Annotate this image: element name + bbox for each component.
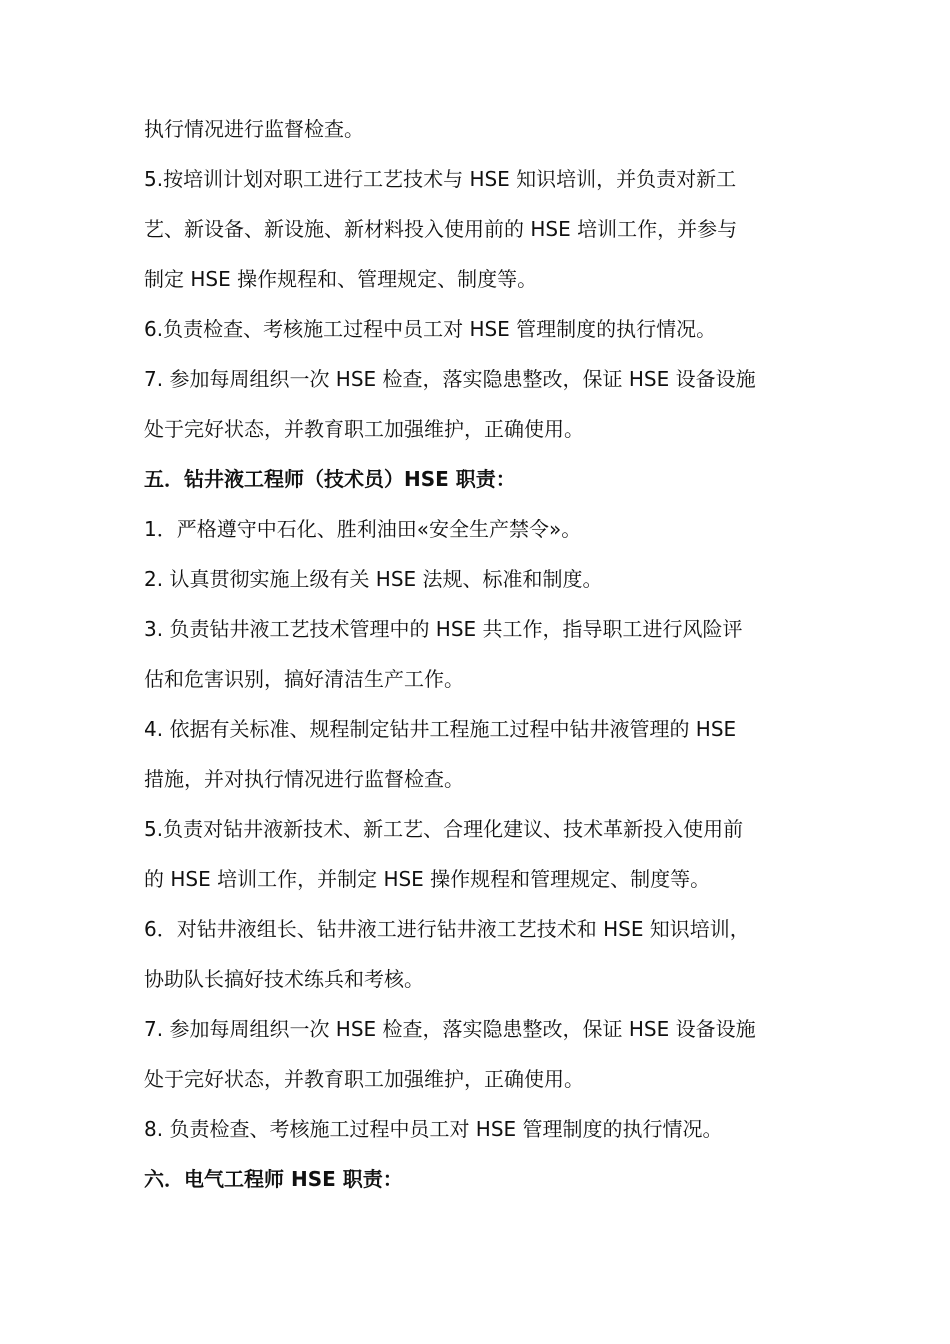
document-body <box>144 104 812 1204</box>
text-line: 6.负责检查、考核施工过程中员工对 HSE 管理制度的执行情况。 <box>144 317 717 341</box>
text-line: 执行情况进行监督检查。 <box>144 117 364 141</box>
text-line: 8. 负责检查、考核施工过程中员工对 HSE 管理制度的执行情况。 <box>144 1117 723 1141</box>
text-line: 协助队长搞好技术练兵和考核。 <box>144 967 424 991</box>
text-line: 措施，并对执行情况进行监督检查。 <box>144 767 464 791</box>
text-line: 估和危害识别，搞好清洁生产工作。 <box>144 667 464 691</box>
text-line: 5.负责对钻井液新技术、新工艺、合理化建议、技术革新投入使用前 <box>144 817 744 841</box>
text-line: 1．严格遵守中石化、胜利油田«安全生产禁令»。 <box>144 517 582 541</box>
text-line: 处于完好状态，并教育职工加强维护，正确使用。 <box>144 417 584 441</box>
text-line: 2. 认真贯彻实施上级有关 HSE 法规、标准和制度。 <box>144 567 603 591</box>
text-line: 7. 参加每周组织一次 HSE 检查，落实隐患整改，保证 HSE 设备设施 <box>144 1017 756 1041</box>
text-line: 6．对钻井液组长、钻井液工进行钻井液工艺技术和 HSE 知识培训， <box>144 917 750 941</box>
section-heading: 五．钻井液工程师（技术员）HSE 职责： <box>144 467 516 491</box>
text-line: 制定 HSE 操作规程和、管理规定、制度等。 <box>144 267 538 291</box>
section-heading: 六．电气工程师 HSE 职责： <box>144 1167 403 1191</box>
text-line: 3. 负责钻井液工艺技术管理中的 HSE 共工作，指导职工进行风险评 <box>144 617 743 641</box>
text-line: 5.按培训计划对职工进行工艺技术与 HSE 知识培训，并负责对新工 <box>144 167 737 191</box>
text-line: 的 HSE 培训工作，并制定 HSE 操作规程和管理规定、制度等。 <box>144 867 711 891</box>
text-line: 7. 参加每周组织一次 HSE 检查，落实隐患整改，保证 HSE 设备设施 <box>144 367 756 391</box>
text-line: 处于完好状态，并教育职工加强维护，正确使用。 <box>144 1067 584 1091</box>
text-line: 艺、新设备、新设施、新材料投入使用前的 HSE 培训工作，并参与 <box>144 217 738 241</box>
text-line: 4. 依据有关标准、规程制定钻井工程施工过程中钻井液管理的 HSE <box>144 717 737 741</box>
